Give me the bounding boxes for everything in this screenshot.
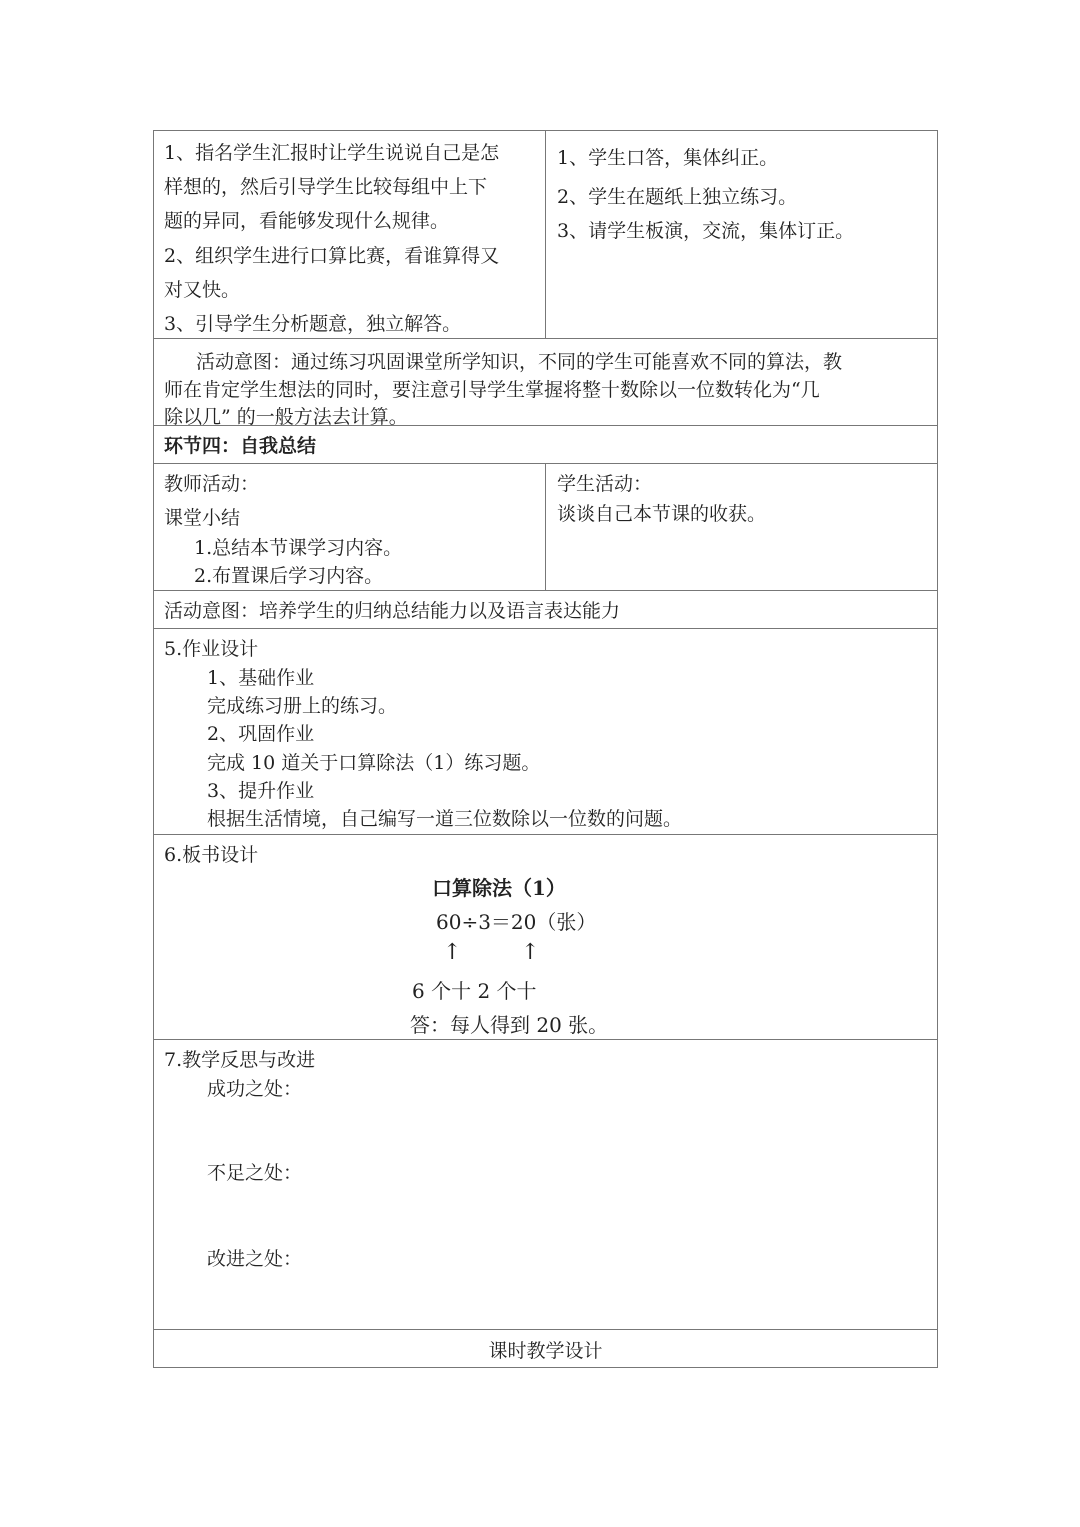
board-equation: 60÷3＝20（张） [436,910,597,934]
practice-teacher-line: 3、引导学生分析题意，独立解答。 [164,313,462,335]
teacher-activity-label: 教师活动： [164,473,260,495]
board-row [154,834,937,1039]
intent-row-2 [154,590,937,628]
practice-student-line: 1、学生口答，集体纠正。 [557,147,779,169]
summary-teacher-line: 1.总结本节课学习内容。 [194,537,403,559]
reflection-shortcoming: 不足之处： [207,1162,303,1184]
intent-line: 师在肯定学生想法的同时，要注意引导学生掌握将整十数除以一位数转化为“几 [164,379,820,401]
summary-teacher-line: 2.布置课后学习内容。 [194,565,384,587]
homework-line: 3、提升作业 [207,780,315,802]
summary-row [154,463,937,590]
homework-line: 完成 10 道关于口算除法（1）练习题。 [207,752,541,774]
board-heading: 口算除法（1） [432,876,566,900]
homework-line: 2、巩固作业 [207,723,315,745]
practice-student-cell [547,131,937,338]
summary-teacher-line: 课堂小结 [164,507,241,529]
homework-line: 1、基础作业 [207,667,315,689]
arrow-up-icon: ↑ [521,940,540,965]
practice-student-line: 3、请学生板演，交流，集体订正。 [557,220,855,242]
practice-row [154,131,937,338]
homework-row [154,628,937,834]
homework-title: 5.作业设计 [164,638,259,660]
intent-line: 活动意图：通过练习巩固课堂所学知识，不同的学生可能喜欢不同的算法，教 [196,351,843,373]
practice-teacher-line: 样想的，然后引导学生比较每组中上下 [164,176,488,198]
lesson-plan-table [153,130,938,1368]
summary-teacher-cell [154,464,545,590]
arrow-up-icon: ↑ [443,940,462,965]
reflection-improve: 改进之处： [207,1248,303,1270]
intent-row-1 [154,338,937,428]
section4-row [154,425,937,463]
homework-line: 根据生活情境，自己编写一道三位数除以一位数的问题。 [207,808,683,830]
intent-line: 除以几” 的一般方法去计算。 [164,406,408,428]
reflection-row [154,1039,937,1329]
practice-teacher-line: 2、组织学生进行口算比赛，看谁算得又 [164,245,500,267]
homework-line: 完成练习册上的练习。 [207,695,398,717]
footer-text: 课时教学设计 [488,1340,603,1362]
reflection-title: 7.教学反思与改进 [164,1049,316,1071]
practice-teacher-line: 题的异同，看能够发现什么规律。 [164,210,450,232]
reflection-success: 成功之处： [207,1078,303,1100]
summary-student-cell [547,464,937,590]
summary-student-line: 谈谈自己本节课的收获。 [557,503,767,525]
board-labels: 6 个十 2 个十 [412,979,537,1003]
practice-student-line: 2、学生在题纸上独立练习。 [557,186,798,208]
section4-title: 环节四：自我总结 [164,435,317,457]
intent-text: 活动意图：培养学生的归纳总结能力以及语言表达能力 [164,600,621,622]
column-divider [545,131,546,338]
column-divider [545,464,546,590]
footer-row [154,1329,937,1367]
board-answer: 答：每人得到 20 张。 [410,1013,609,1037]
practice-teacher-line: 对又快。 [164,279,241,301]
practice-teacher-cell [154,131,545,338]
board-title: 6.板书设计 [164,844,259,866]
practice-teacher-line: 1、指名学生汇报时让学生说说自己是怎 [164,142,500,164]
student-activity-label: 学生活动： [557,473,653,495]
